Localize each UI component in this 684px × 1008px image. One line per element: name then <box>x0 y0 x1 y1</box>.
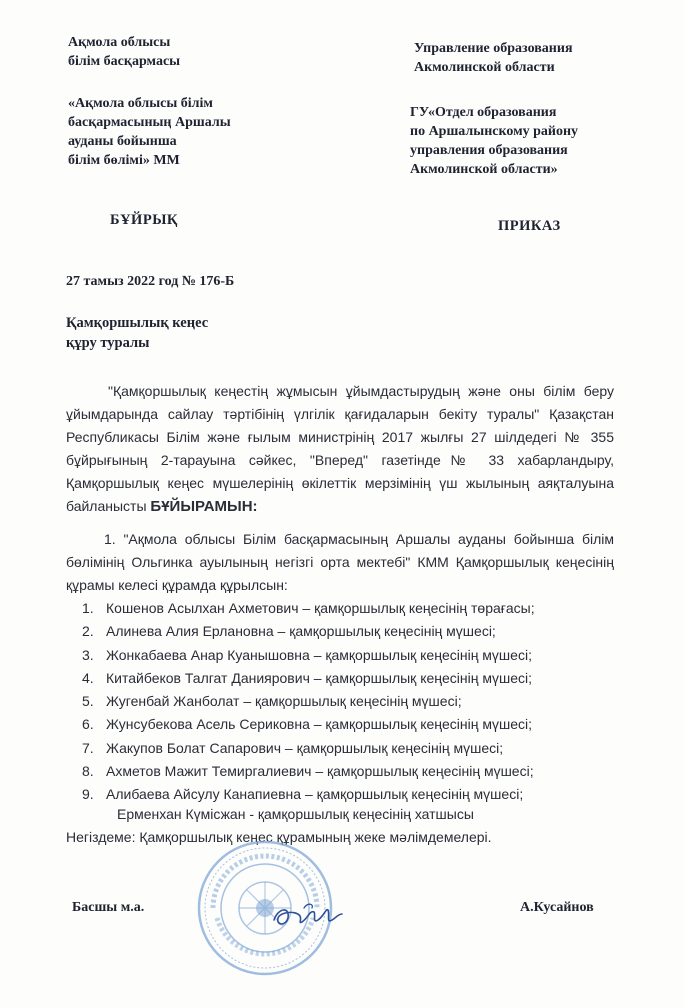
member-item: 6. Жунсубекова Асель Сериковна – қамқоршылық кеңесінің мүшесі; <box>82 716 533 733</box>
member-item: 4. Китайбеков Талгат Даниярович – қамқоршылық кеңесінің мүшесі; <box>82 669 533 686</box>
members-list <box>82 597 535 807</box>
clause-1: 1. "Ақмола облысы Білім басқармасының Аршалы ауданы бойынша білім бөлімінің Ольгинка ауылының негізгі орта мектебі" КММ Қамқоршылық кеңесінің құрамы келесі құрамда құрылсын: <box>66 531 614 593</box>
left-org-main: «Ақмола облысы білім басқармасының Аршалы ауданы бойынша білім бөлімі» ММ <box>68 96 231 168</box>
member-item: 9. Алибаева Айсулу Канапиевна – қамқоршылық кеңесінің мүшесі; <box>82 786 524 803</box>
order-subject: Қамқоршылық кеңес құру туралы <box>66 315 209 351</box>
member-item: 5. Жугенбай Жанболат – қамқоршылық кеңесінің мүшесі; <box>82 693 462 710</box>
title-ru: ПРИКАЗ <box>498 218 561 234</box>
left-org-top: Ақмола облысы білім басқармасы <box>68 35 181 69</box>
member-item: 1. Кошенов Асылхан Ахметович – қамқоршылық кеңесінің төрағасы; <box>82 600 535 616</box>
right-org-top: Управление образования Акмолинской области <box>414 41 573 75</box>
member-item: 3. Жонкабаева Анар Куанышовна – қамқоршылық кеңесінің мүшесі; <box>82 646 532 663</box>
preamble-paragraph <box>66 380 614 518</box>
member-item: 2. Алинева Алия Ерлановна – қамқоршылық кеңесінің мүшесі; <box>82 623 496 640</box>
secretary-line: Ерменхан Күмісжан - қамқоршылық кеңесінің хатшысы <box>117 806 474 822</box>
member-item: 7. Жакупов Болат Сапарович – қамқоршылық кеңесінің мүшесі; <box>82 739 504 756</box>
handwritten-signature <box>268 898 348 934</box>
signatory-position: Басшы м.а. <box>72 900 145 915</box>
signatory-name: А.Кусайнов <box>520 900 594 915</box>
preamble-text: "Қамқоршылық кеңестің жұмысын ұйымдастырудың және оны білім беру ұйымдарында сайлау тәртібінің үлгілік қағидаларын бекіту туралы" Қазақстан Республикасы Білім және ғылым министрінің 2017 жылғы 27 шілдедегі № 355 бұйрығының 2-тарауына сәйкес, "Вперед" газетінде№ 33 хабарландыру, Қамқоршылық кеңес мүшелерінің өкілеттік мерзімінің үш жылының аяқталуына байланысты <box>66 383 614 514</box>
right-org-main: ГУ«Отдел образования по Аршалынскому району управления образования Акмолинской области» <box>410 105 579 177</box>
title-kz: БҰЙРЫҚ <box>110 212 178 228</box>
member-item: 8. Ахметов Мажит Темиргалиевич – қамқоршылық кеңесінің мүшесі; <box>82 763 534 780</box>
basis-line: Негіздеме: Қамқоршылық кеңес құрамының жеке мәлімдемелері. <box>66 829 492 845</box>
order-word: БҰЙЫРАМЫН: <box>150 498 258 515</box>
date-number: 27 тамыз 2022 год № 176-Б <box>66 274 235 289</box>
